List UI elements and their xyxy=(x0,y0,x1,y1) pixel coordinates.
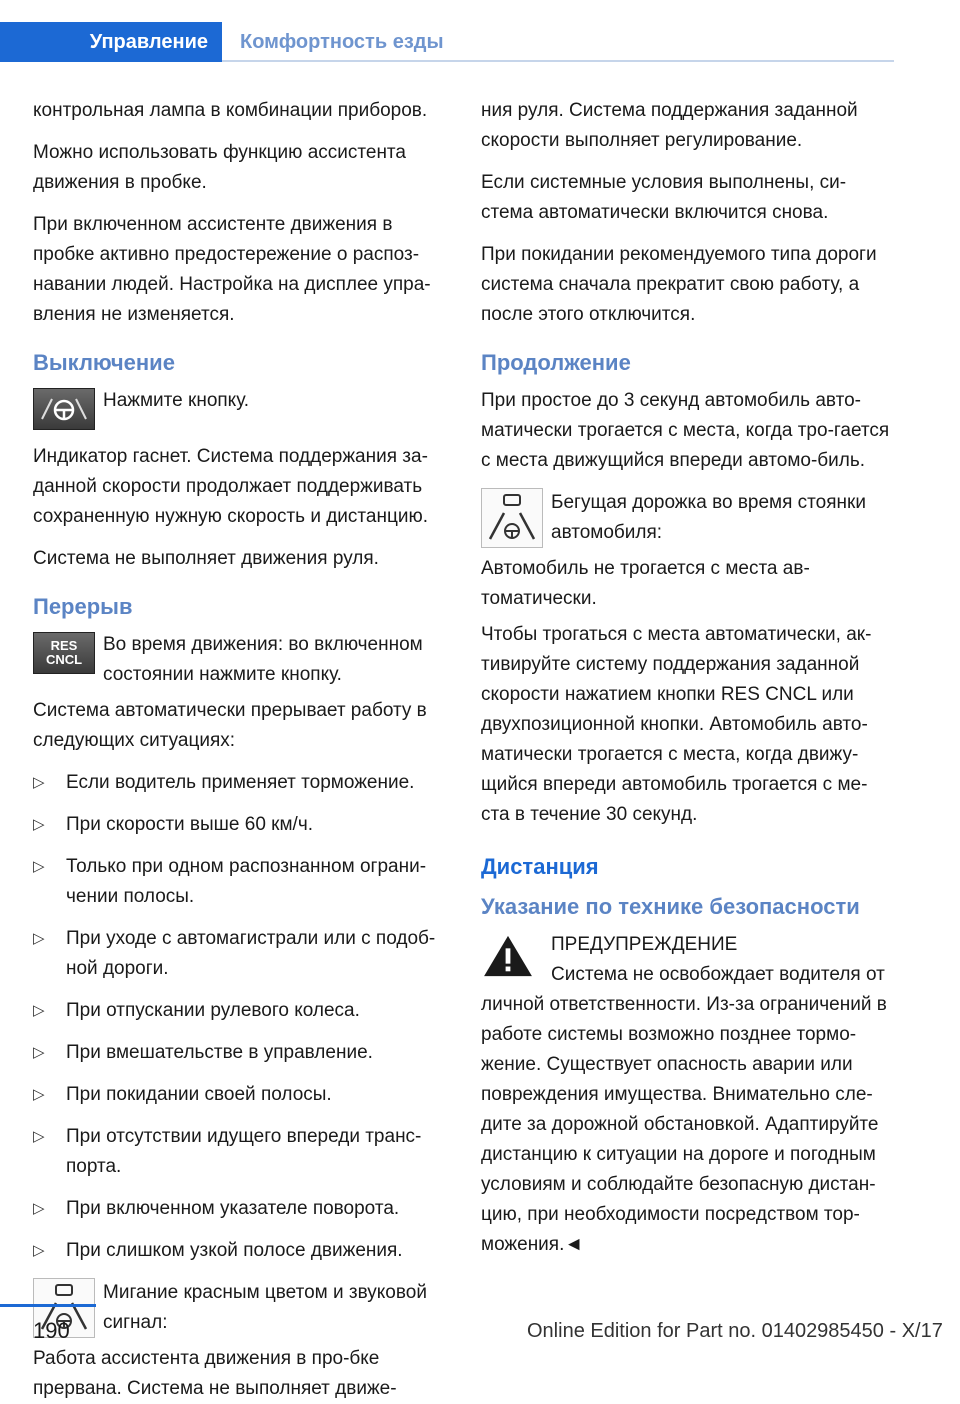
list-item xyxy=(33,996,447,1026)
standstill-text-1: Бегущая дорожка во время стоянки автомобиля: xyxy=(551,492,866,543)
triangle-bullet-icon: ▷ xyxy=(33,1128,45,1145)
interrupt-list xyxy=(33,768,447,1266)
list-item xyxy=(33,924,447,984)
light-note-text-1: Мигание красным цветом и звуковой сигнал: xyxy=(103,1282,427,1333)
paragraph: При покидании рекомендуемого типа дороги система сначала прекратит свою работу, а после этого отключится. xyxy=(481,244,877,325)
paragraph: Индикатор гаснет. Система поддержания за-данной скорости продолжает поддерживать сохраненную нужную скорость и дистанцию. xyxy=(33,446,428,527)
footer-rule xyxy=(0,1304,96,1307)
off-text: Нажмите кнопку. xyxy=(103,390,250,411)
steering-assist-button-icon xyxy=(33,388,95,430)
heading-break: Перерыв xyxy=(33,594,133,619)
list-item xyxy=(33,1038,447,1068)
list-item-text: При покидании своей полосы. xyxy=(66,1084,332,1105)
warning-text: Система не освобождает водителя от личной ответственности. Из-за ограничений в работе системы возможно позднее тормо-жение. Существует опасность аварии или повреждения имущества. Внимательно сле-дите за дорожной обстановкой. Адаптируйте дистанцию к ситуации на дороге и погодным условиям и соблюдайте безопасную дистан-цию, при необходимости посредством тор-можения.◄ xyxy=(481,964,887,1255)
res-icon-label-1: RES xyxy=(50,638,78,653)
steering-wheel-icon xyxy=(38,393,90,425)
list-item-text: При слишком узкой полосе движения. xyxy=(66,1240,403,1261)
paragraph: Чтобы трогаться с места автоматически, ак-тивируйте систему поддержания заданной скорости нажатием кнопки RES CNCL или двухпозиционной кнопки. Автомобиль авто-матически трогается с места, когда движу-щийся впереди автомобиль трогается с ме-ста в течение 30 секунд. xyxy=(481,624,872,825)
paragraph: При простое до 3 секунд автомобиль авто-матически трогается с места, когда тро-гается с места движущийся впереди автомо-биль. xyxy=(481,390,890,471)
list-item-text: При отпускании рулевого колеса. xyxy=(66,1000,360,1021)
triangle-bullet-icon: ▷ xyxy=(33,816,45,833)
list-item-text: При вмешательстве в управление. xyxy=(66,1042,373,1063)
light-note-text-2: Работа ассистента движения в про-бке прервана. Система не выполняет движе- xyxy=(33,1348,397,1399)
lane-assist-indicator-icon xyxy=(481,488,543,548)
left-column xyxy=(33,96,447,1404)
heading-continue: Продолжение xyxy=(481,350,631,375)
list-item xyxy=(33,1080,447,1110)
triangle-bullet-icon: ▷ xyxy=(33,1242,45,1259)
paragraph: контрольная лампа в комбинации приборов. xyxy=(33,100,428,121)
page-number: 190 xyxy=(33,1318,70,1343)
list-item-text: При отсутствии идущего впереди транс-порта. xyxy=(66,1126,422,1177)
lane-road-icon xyxy=(482,489,542,547)
paragraph: Система автоматически прерывает работу в следующих ситуациях: xyxy=(33,700,427,751)
heading-distance: Дистанция xyxy=(481,854,599,879)
list-item-text: При скорости выше 60 км/ч. xyxy=(66,814,314,835)
warning-block xyxy=(481,930,895,1260)
triangle-bullet-icon: ▷ xyxy=(33,858,45,875)
triangle-bullet-icon: ▷ xyxy=(33,1002,45,1019)
list-item-text: При уходе с автомагистрали или с подоб-ной дороги. xyxy=(66,928,436,979)
break-instruction xyxy=(33,630,447,690)
list-item xyxy=(33,852,447,912)
break-text: Во время движения: во включенном состоянии нажмите кнопку. xyxy=(103,634,423,685)
standstill-text-2: Автомобиль не трогается с места ав-томатически. xyxy=(481,558,810,609)
edition-note: Online Edition for Part no. 01402985450 - X/17 xyxy=(527,1320,943,1342)
header-rule xyxy=(222,60,894,62)
list-item xyxy=(33,1194,447,1224)
off-instruction xyxy=(33,386,447,436)
list-item xyxy=(33,810,447,840)
paragraph: Можно использовать функцию ассистента движения в пробке. xyxy=(33,142,406,193)
res-icon-label-2: CNCL xyxy=(45,652,83,667)
triangle-bullet-icon: ▷ xyxy=(33,1200,45,1217)
list-item-text: Только при одном распознанном ограни-чении полосы. xyxy=(66,856,427,907)
heading-safety: Указание по технике безопасности xyxy=(481,894,860,919)
paragraph: Если системные условия выполнены, си-стема автоматически включится снова. xyxy=(481,172,847,223)
list-item xyxy=(33,1236,447,1266)
list-item xyxy=(33,768,447,798)
paragraph: При включенном ассистенте движения в пробке активно предостережение о распоз-навании людей. Настройка на дисплее упра-вления не изменяется. xyxy=(33,214,431,325)
warning-title: ПРЕДУПРЕЖДЕНИЕ xyxy=(551,934,738,955)
paragraph: ния руля. Система поддержания заданной скорости выполняет регулирование. xyxy=(481,100,858,151)
right-column xyxy=(481,96,895,1260)
triangle-bullet-icon: ▷ xyxy=(33,1086,45,1103)
header-tab-label: Управление xyxy=(89,30,208,53)
heading-off: Выключение xyxy=(33,350,175,375)
triangle-bullet-icon: ▷ xyxy=(33,1044,45,1061)
header-section-title: Комфортность езды xyxy=(240,30,444,53)
header-tab-active xyxy=(0,22,222,62)
res-cncl-button-icon xyxy=(33,632,95,674)
standstill-note xyxy=(481,488,895,614)
triangle-bullet-icon: ▷ xyxy=(33,930,45,947)
triangle-bullet-icon: ▷ xyxy=(33,774,45,791)
warning-light-note xyxy=(33,1278,447,1404)
paragraph: Система не выполняет движения руля. xyxy=(33,548,379,569)
list-item xyxy=(33,1122,447,1182)
list-item-text: При включенном указателе поворота. xyxy=(66,1198,400,1219)
warning-triangle-icon xyxy=(481,934,535,978)
list-item-text: Если водитель применяет торможение. xyxy=(66,772,415,793)
